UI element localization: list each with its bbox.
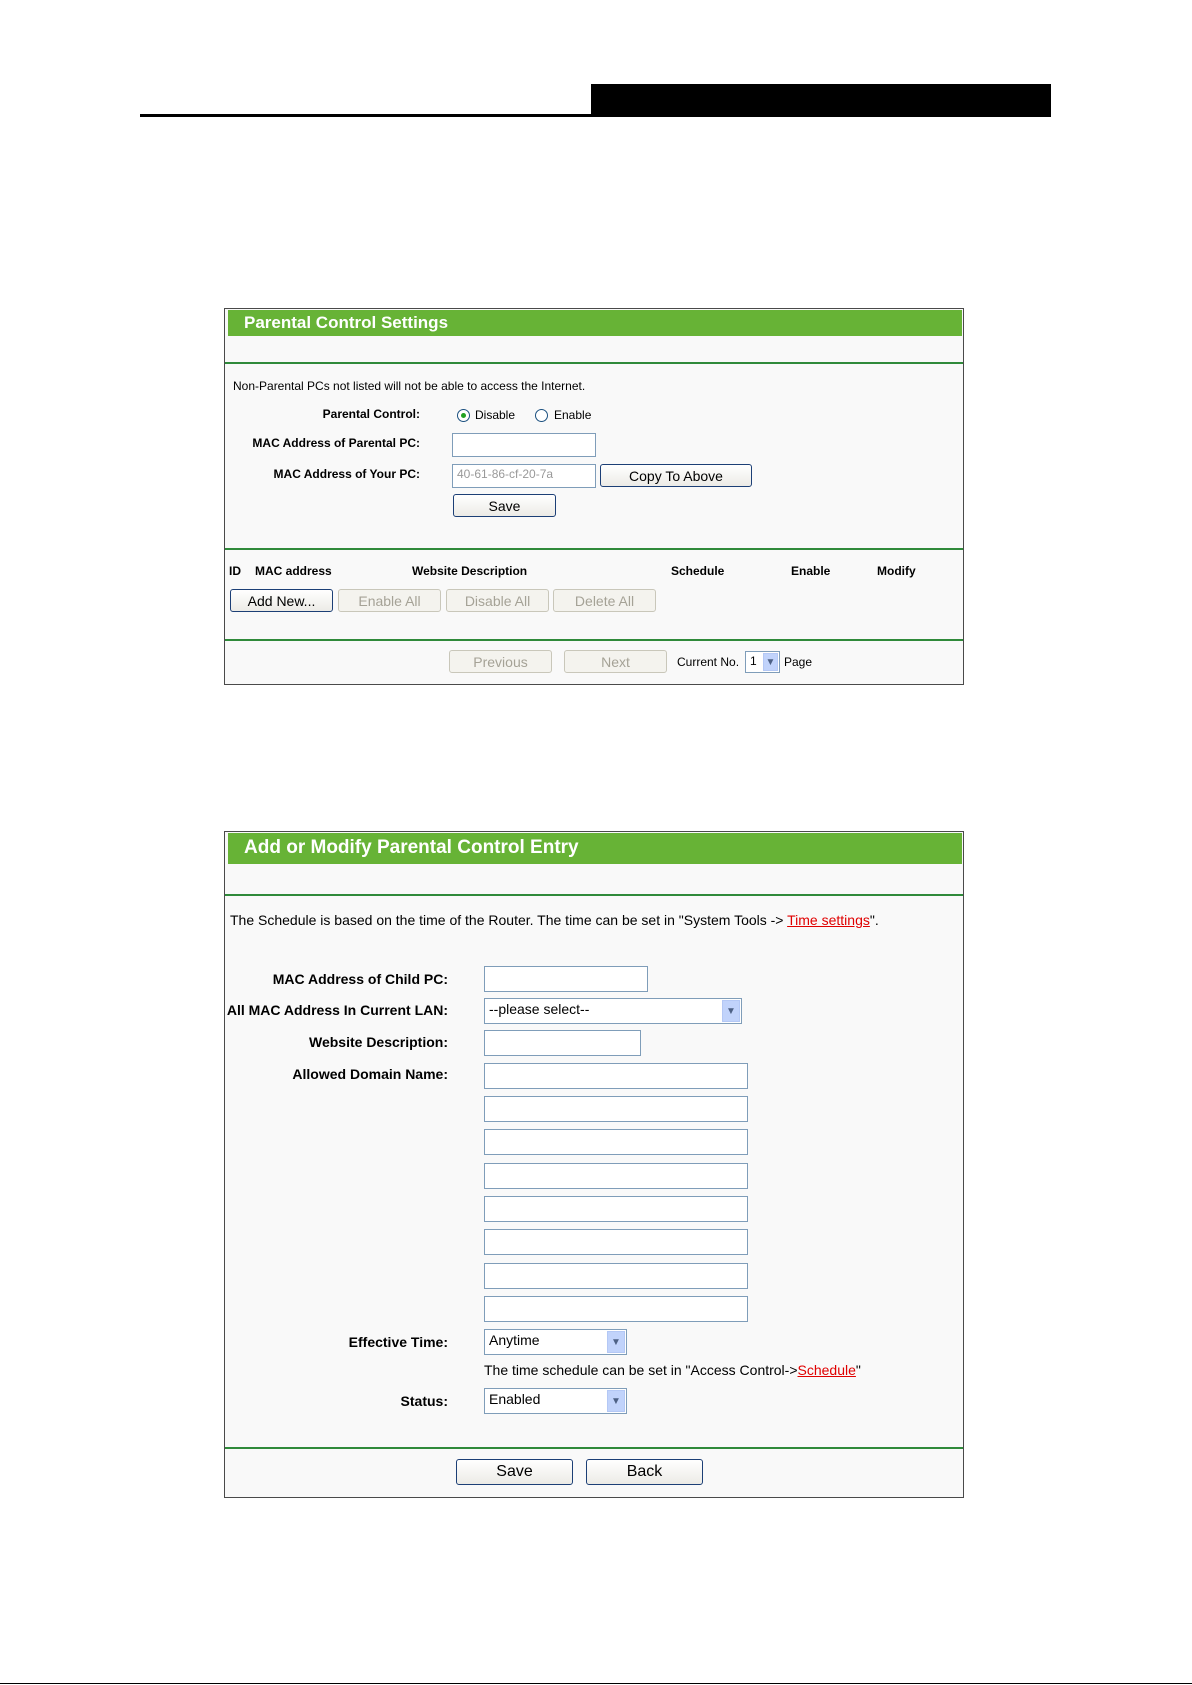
col-modify: Modify bbox=[877, 564, 916, 578]
add-modify-entry-panel bbox=[224, 831, 964, 1498]
enable-radio[interactable] bbox=[535, 409, 548, 422]
col-website: Website Description bbox=[412, 564, 528, 578]
schedule-note-text: The time schedule can be set in "Access Control-> bbox=[484, 1362, 798, 1378]
delete-all-button[interactable]: Delete All bbox=[553, 589, 656, 612]
domain-input-2[interactable] bbox=[484, 1096, 748, 1122]
time-settings-link[interactable]: Time settings bbox=[787, 912, 870, 928]
mac-parental-label: MAC Address of Parental PC: bbox=[252, 436, 420, 450]
panel-title: Parental Control Settings bbox=[244, 313, 449, 332]
chevron-down-icon[interactable]: ▼ bbox=[763, 653, 778, 671]
status-value: Enabled bbox=[489, 1391, 541, 1407]
divider bbox=[225, 1447, 963, 1449]
chevron-down-icon[interactable]: ▼ bbox=[722, 1000, 740, 1022]
parental-control-settings-panel bbox=[224, 308, 964, 685]
child-mac-label: MAC Address of Child PC: bbox=[272, 971, 448, 987]
website-desc-label: Website Description: bbox=[309, 1034, 448, 1050]
page-select[interactable] bbox=[745, 651, 780, 673]
col-mac: MAC address bbox=[255, 564, 332, 578]
all-mac-label: All MAC Address In Current LAN: bbox=[226, 1002, 448, 1018]
panel-title-bar bbox=[228, 833, 962, 864]
child-mac-input[interactable] bbox=[484, 966, 648, 992]
page-select-value: 1 bbox=[750, 654, 757, 668]
notice-text: Non-Parental PCs not listed will not be able to access the Internet. bbox=[233, 379, 586, 393]
schedule-note bbox=[484, 1362, 861, 1378]
col-schedule: Schedule bbox=[671, 564, 725, 578]
schedule-note-end: " bbox=[855, 1362, 861, 1378]
panel-title-bar bbox=[228, 310, 962, 336]
mac-parental-input[interactable] bbox=[452, 433, 596, 457]
previous-button[interactable]: Previous bbox=[449, 650, 552, 673]
header-rule bbox=[140, 114, 1051, 117]
all-mac-select-value: --please select-- bbox=[489, 1001, 590, 1017]
save-button[interactable]: Save bbox=[456, 1459, 573, 1485]
disable-radio[interactable] bbox=[457, 409, 470, 422]
domain-input-1[interactable] bbox=[484, 1063, 748, 1089]
col-id: ID bbox=[229, 564, 241, 578]
header-bar bbox=[591, 84, 1051, 117]
domain-input-7[interactable] bbox=[484, 1263, 748, 1289]
save-button[interactable]: Save bbox=[453, 494, 556, 517]
back-button[interactable]: Back bbox=[586, 1459, 703, 1485]
footer-rule bbox=[0, 1683, 1192, 1684]
effective-time-select[interactable] bbox=[484, 1329, 627, 1355]
chevron-down-icon[interactable]: ▼ bbox=[607, 1390, 625, 1412]
domain-input-3[interactable] bbox=[484, 1129, 748, 1155]
chevron-down-icon[interactable]: ▼ bbox=[607, 1331, 625, 1353]
disable-label: Disable bbox=[475, 408, 516, 422]
schedule-info-end: ". bbox=[869, 912, 879, 928]
domain-input-8[interactable] bbox=[484, 1296, 748, 1322]
divider bbox=[225, 639, 963, 641]
allowed-domain-label: Allowed Domain Name: bbox=[292, 1066, 448, 1082]
enable-label: Enable bbox=[554, 408, 592, 422]
effective-time-value: Anytime bbox=[489, 1332, 540, 1348]
enable-all-button[interactable]: Enable All bbox=[338, 589, 441, 612]
add-new-button[interactable]: Add New... bbox=[230, 589, 333, 612]
domain-input-4[interactable] bbox=[484, 1163, 748, 1189]
mac-your-pc-label: MAC Address of Your PC: bbox=[273, 467, 420, 481]
status-label: Status: bbox=[400, 1393, 448, 1409]
disable-all-button[interactable]: Disable All bbox=[446, 589, 549, 612]
current-no-label: Current No. bbox=[677, 655, 740, 669]
copy-to-above-button[interactable]: Copy To Above bbox=[600, 464, 752, 487]
next-button[interactable]: Next bbox=[564, 650, 667, 673]
col-enable: Enable bbox=[791, 564, 831, 578]
divider bbox=[225, 894, 963, 896]
schedule-info-text: The Schedule is based on the time of the Router. The time can be set in "System Tools -> bbox=[230, 912, 788, 928]
domain-input-6[interactable] bbox=[484, 1229, 748, 1255]
parental-control-label: Parental Control: bbox=[322, 407, 420, 421]
status-select[interactable] bbox=[484, 1388, 627, 1414]
divider bbox=[225, 362, 963, 364]
effective-time-label: Effective Time: bbox=[348, 1334, 448, 1350]
all-mac-select[interactable] bbox=[484, 998, 742, 1024]
mac-your-pc-input[interactable]: 40-61-86-cf-20-7a bbox=[452, 464, 596, 488]
domain-input-5[interactable] bbox=[484, 1196, 748, 1222]
website-desc-input[interactable] bbox=[484, 1030, 641, 1056]
schedule-info bbox=[230, 912, 879, 928]
panel-title: Add or Modify Parental Control Entry bbox=[244, 837, 579, 858]
schedule-link[interactable]: Schedule bbox=[797, 1362, 856, 1378]
divider bbox=[225, 548, 963, 550]
page-label: Page bbox=[784, 655, 813, 669]
